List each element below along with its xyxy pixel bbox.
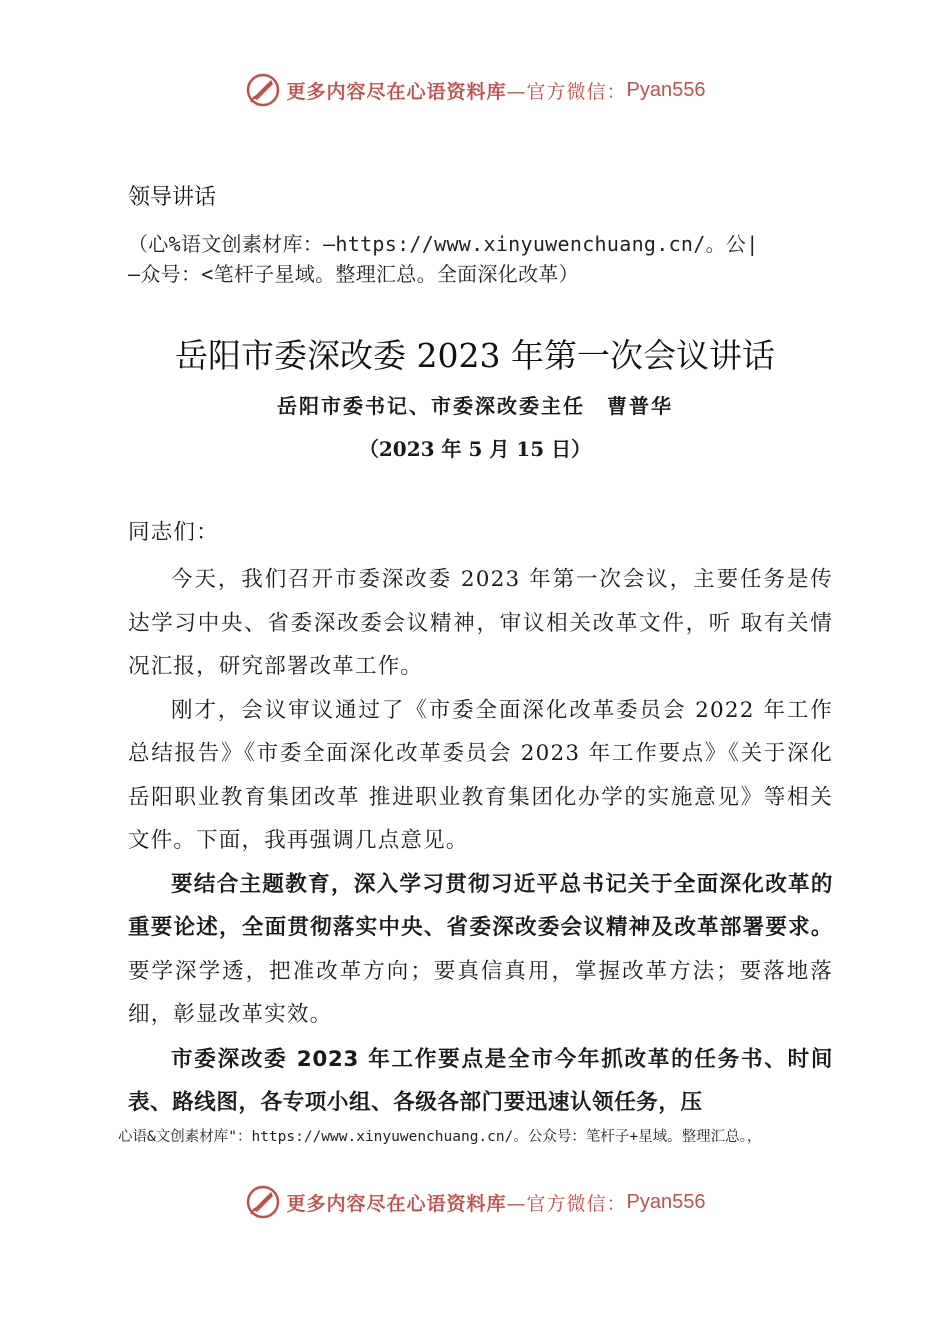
banner-brand: 更多内容尽在心语资料库 xyxy=(286,80,507,103)
banner-separator: —官方微信： xyxy=(506,1192,627,1215)
banner-brand: 更多内容尽在心语资料库 xyxy=(286,1192,507,1215)
speech-body xyxy=(128,558,833,1125)
watermark-banner-bottom xyxy=(0,1182,950,1222)
source-line-2: —众号：<笔杆子星域。整理汇总。全面深化改革） xyxy=(128,262,579,286)
page-title: 岳阳市委深改委 2023 年第一次会议讲话 xyxy=(175,336,775,375)
watermark-banner-top xyxy=(0,70,950,110)
salutation: 同志们： xyxy=(128,520,219,545)
paragraph-4 xyxy=(128,1038,833,1125)
quill-pen-icon xyxy=(245,1184,281,1220)
footer-source-line: 心语&文创素材库"：https://www.xinyuwenchuang.cn/。公众号：笔杆子+星域。整理汇总。， xyxy=(118,1129,762,1145)
banner-account: Pyan556 xyxy=(626,78,706,101)
paragraph-4-lead: 市委深改委 2023 年工作要点是全市今年抓改革的任务书、时间表、路线图，各专项小组、各级各部门要迅速认领任务，压 xyxy=(128,1046,833,1115)
paragraph-1: 今天，我们召开市委深改委 2023 年第一次会议，主要任务是传达学习中央、省委深改委会议精神，审议相关改革文件，听 取有关情况汇报，研究部署改革工作。 xyxy=(128,567,833,679)
paragraph-2: 刚才，会议审议通过了《市委全面深化改革委员会 2022 年工作总结报告》《市委全面深化改革委员会 2023 年工作要点》《关于深化岳阳职业教育集团改革 推进职业教育集团化办学的实施意见》等相关文件。下面，我再强调几点意见。 xyxy=(128,697,833,853)
source-line-1: （心%语文创素材库：—https://www.xinyuwenchuang.cn/。公| xyxy=(128,232,759,256)
speaker-line: 岳阳市委书记、市委深改委主任 曹普华 xyxy=(277,394,673,418)
banner-account: Pyan556 xyxy=(626,1190,706,1213)
paragraph-3 xyxy=(128,863,833,1037)
category-label: 领导讲话 xyxy=(128,185,217,210)
quill-pen-icon xyxy=(245,72,281,108)
paragraph-3-rest: 要学深学透，把准改革方向；要真信真用，掌握改革方法；要落地落细，彰显改革实效。 xyxy=(128,958,833,1027)
date-line: （2023 年 5 月 15 日） xyxy=(358,437,592,461)
paragraph-3-lead: 要结合主题教育，深入学习贯彻习近平总书记关于全面深化改革的重要论述，全面贯彻落实中央、省委深改委会议精神及改革部署要求。 xyxy=(128,871,833,940)
banner-separator: —官方微信： xyxy=(506,80,627,103)
